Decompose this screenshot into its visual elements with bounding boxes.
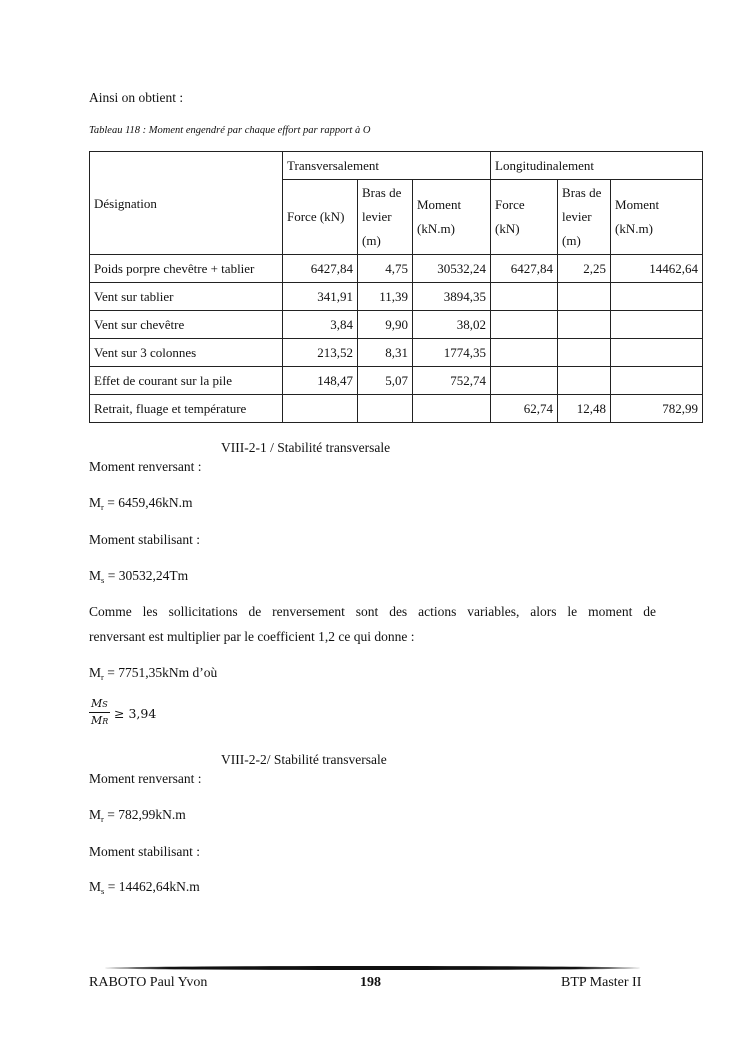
cell-t-bras: 11,39 [358, 283, 413, 311]
ratio-denominator [89, 713, 110, 728]
table-row [90, 395, 703, 423]
cell-t-moment: 38,02 [413, 311, 491, 339]
ms-value: = 14462,64kN.m [104, 879, 200, 894]
cell-l-force: 6427,84 [491, 255, 558, 283]
cell-t-force: 341,91 [283, 283, 358, 311]
l-bras-header-line: Bras de [562, 185, 602, 200]
table-header-row-groups [90, 152, 703, 180]
cell-t-moment [413, 395, 491, 423]
section2-moment-stabilisant-label: Moment stabilisant : [89, 844, 200, 859]
designation-header: Désignation [90, 152, 283, 255]
cell-t-bras: 4,75 [358, 255, 413, 283]
intro-text: Ainsi on obtient : [89, 90, 184, 105]
mr2-symbol: M [89, 665, 102, 680]
ratio-num-sub: S [102, 700, 108, 709]
cell-l-moment: 782,99 [611, 395, 703, 423]
cell-t-moment: 1774,35 [413, 339, 491, 367]
ms-value: = 30532,24Tm [104, 568, 189, 583]
l-bras-header-line: (m) [562, 233, 581, 248]
cell-t-bras: 5,07 [358, 367, 413, 395]
cell-l-force [491, 283, 558, 311]
cell-l-bras [558, 311, 611, 339]
ms-subscript: s [101, 575, 105, 585]
l-force-header [491, 180, 558, 255]
ms-subscript: s [101, 886, 105, 896]
ratio-num-symbol: M [91, 697, 103, 710]
l-force-header-line: Force [495, 197, 525, 212]
section1-moment-stabilisant-label: Moment stabilisant : [89, 532, 200, 547]
ratio-result: ≥ 3,94 [114, 706, 157, 721]
mr2-subscript: r [101, 672, 104, 682]
table-row [90, 311, 703, 339]
cell-l-moment [611, 339, 703, 367]
cell-l-moment: 14462,64 [611, 255, 703, 283]
cell-l-force [491, 339, 558, 367]
cell-t-moment: 3894,35 [413, 283, 491, 311]
t-bras-header [358, 180, 413, 255]
cell-t-bras [358, 395, 413, 423]
mr-subscript: r [101, 502, 104, 512]
group-header-transversal: Transversalement [283, 152, 491, 180]
cell-l-force [491, 311, 558, 339]
mr-symbol: M [89, 807, 102, 822]
mr-subscript: r [101, 814, 104, 824]
mr-value: = 6459,46kN.m [103, 495, 193, 510]
cell-designation: Retrait, fluage et température [90, 395, 283, 423]
mr-value: = 782,99kN.m [103, 807, 186, 822]
ms-symbol: M [89, 879, 102, 894]
page-number: 198 [360, 975, 381, 990]
ratio-fraction [89, 697, 110, 728]
section1-moment-renversant-label: Moment renversant : [89, 459, 202, 474]
section1-heading: VIII-2-1 / Stabilité transversale [221, 440, 391, 455]
footer-divider [105, 966, 640, 970]
ratio-den-sub: R [102, 717, 109, 726]
cell-l-moment [611, 367, 703, 395]
t-bras-header-line: levier [362, 209, 392, 224]
t-bras-header-line: Bras de [362, 185, 402, 200]
l-moment-header-line: Moment [615, 197, 660, 212]
cell-l-force: 62,74 [491, 395, 558, 423]
footer-author: RABOTO Paul Yvon [89, 975, 208, 990]
cell-l-moment [611, 311, 703, 339]
table-row [90, 367, 703, 395]
cell-t-force: 6427,84 [283, 255, 358, 283]
cell-t-force: 213,52 [283, 339, 358, 367]
table-caption: Tableau 118 : Moment engendré par chaque effort par rapport à O [89, 125, 371, 136]
cell-designation: Vent sur chevêtre [90, 311, 283, 339]
section1-mr-equation [89, 495, 192, 511]
cell-t-moment: 30532,24 [413, 255, 491, 283]
l-moment-header-line: (kN.m) [615, 221, 653, 236]
table-row [90, 283, 703, 311]
ms-symbol: M [89, 568, 102, 583]
l-force-header-line: (kN) [495, 221, 520, 236]
cell-t-force: 148,47 [283, 367, 358, 395]
cell-t-force: 3,84 [283, 311, 358, 339]
section2-ms-equation [89, 879, 200, 895]
cell-l-bras: 12,48 [558, 395, 611, 423]
section2-heading: VIII-2-2/ Stabilité transversale [221, 752, 387, 767]
ratio-numerator [89, 697, 110, 713]
cell-l-bras [558, 339, 611, 367]
table-row [90, 339, 703, 367]
mr-symbol: M [89, 495, 102, 510]
group-header-longitudinal: Longitudinalement [491, 152, 703, 180]
cell-l-bras [558, 283, 611, 311]
cell-designation: Vent sur tablier [90, 283, 283, 311]
moments-table [89, 151, 703, 423]
section2-mr-equation [89, 807, 186, 823]
cell-l-moment [611, 283, 703, 311]
section1-ms-equation [89, 568, 188, 584]
cell-t-force [283, 395, 358, 423]
cell-t-bras: 9,90 [358, 311, 413, 339]
section1-paragraph-line1: Comme les sollicitations de renversement sont des actions variables, alors le moment de [89, 604, 656, 619]
table-row [90, 255, 703, 283]
mr2-value: = 7751,35kNm d’où [103, 665, 218, 680]
cell-l-bras [558, 367, 611, 395]
t-force-header: Force (kN) [283, 180, 358, 255]
cell-l-force [491, 367, 558, 395]
section1-paragraph-line2: renversant est multiplier par le coefficient 1,2 ce qui donne : [89, 629, 415, 644]
cell-l-bras: 2,25 [558, 255, 611, 283]
cell-designation: Poids porpre chevêtre + tablier [90, 255, 283, 283]
ratio-den-symbol: M [91, 714, 103, 727]
t-moment-header-line: Moment [417, 197, 462, 212]
section1-mr2-equation [89, 665, 217, 681]
cell-t-moment: 752,74 [413, 367, 491, 395]
l-bras-header [558, 180, 611, 255]
section2-moment-renversant-label: Moment renversant : [89, 771, 202, 786]
t-bras-header-line: (m) [362, 233, 381, 248]
l-bras-header-line: levier [562, 209, 592, 224]
cell-designation: Effet de courant sur la pile [90, 367, 283, 395]
footer-program: BTP Master II [561, 975, 642, 990]
t-moment-header-line: (kN.m) [417, 221, 455, 236]
cell-t-bras: 8,31 [358, 339, 413, 367]
cell-designation: Vent sur 3 colonnes [90, 339, 283, 367]
l-moment-header [611, 180, 703, 255]
t-moment-header [413, 180, 491, 255]
